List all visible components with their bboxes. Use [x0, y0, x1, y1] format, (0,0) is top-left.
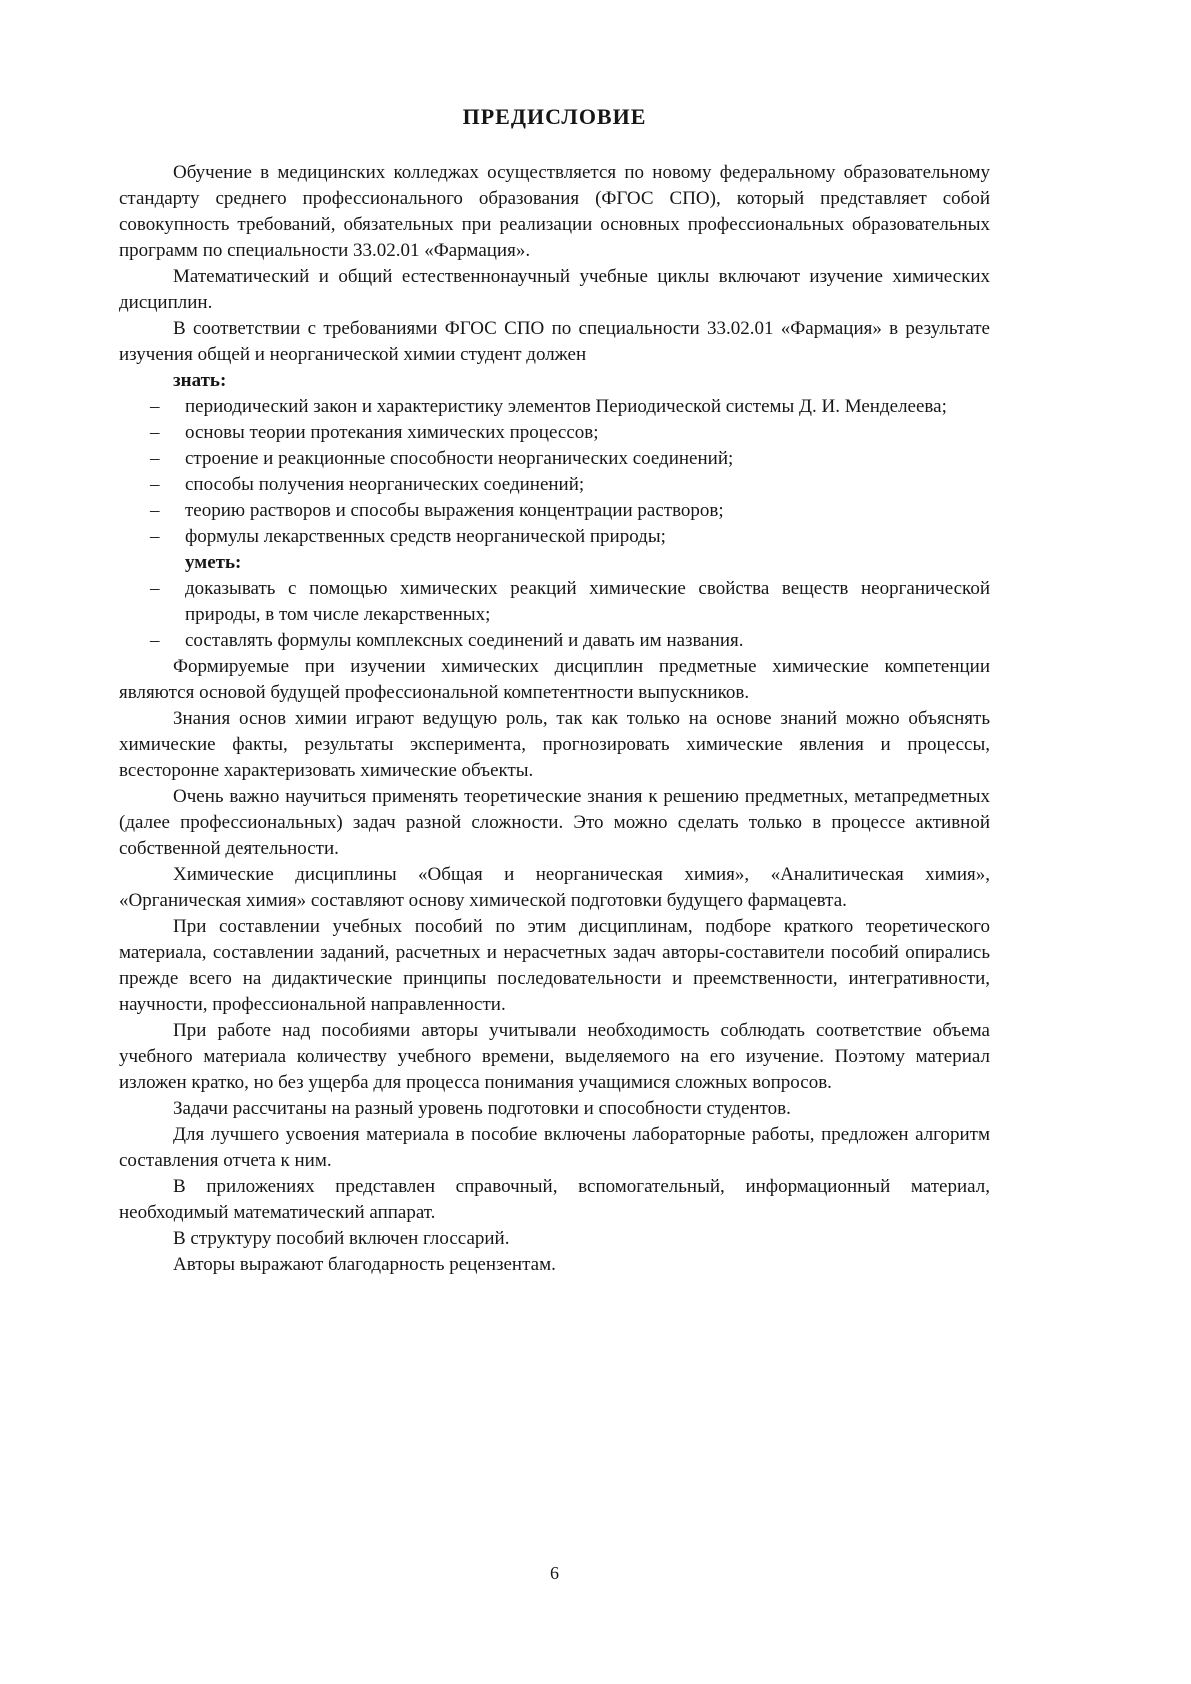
- body-paragraph: Очень важно научиться применять теоретические знания к решению предметных, метапредметных (далее профессиональных) задач разной сложности. Это можно сделать только в процессе активной собственной деятельности.: [119, 786, 990, 859]
- body-paragraph: В приложениях представлен справочный, вспомогательный, информационный материал, необходимый математический аппарат.: [119, 1176, 990, 1223]
- body-paragraph: Знания основ химии играют ведущую роль, так как только на основе знаний можно объяснять химические факты, результаты эксперимента, прогнозировать химические явления и процессы, всесторонне характеризовать химические объекты.: [119, 708, 990, 781]
- list-item-text: формулы лекарственных средств неорганической природы;: [185, 526, 666, 547]
- body-paragraph: Авторы выражают благодарность рецензентам.: [173, 1254, 556, 1275]
- dash-list-marker: –: [150, 474, 160, 495]
- list-item-text: строение и реакционные способности неорганических соединений;: [185, 448, 734, 469]
- list-item-text: периодический закон и характеристику элементов Периодической системы Д. И. Менделеева;: [185, 396, 947, 417]
- section-label-can: уметь:: [185, 552, 242, 573]
- dash-list-marker: –: [150, 526, 160, 547]
- dash-list-marker: –: [150, 578, 160, 599]
- dash-list-marker: –: [150, 422, 160, 443]
- list-item: [119, 420, 990, 446]
- page-title: ПРЕДИСЛОВИЕ: [462, 104, 647, 129]
- body-paragraph: При работе над пособиями авторы учитывали необходимость соблюдать соответствие объема учебного материала количеству учебного времени, выделяемого на его изучение. Поэтому материал изложен кратко, но без ущерба для процесса понимания учащимися сложных вопросов.: [119, 1020, 990, 1093]
- body-paragraph: Задачи рассчитаны на разный уровень подготовки и способности студентов.: [173, 1098, 791, 1119]
- intro-paragraph: Математический и общий естественнонаучный учебные циклы включают изучение химических дисциплин.: [119, 266, 990, 313]
- can-list: [119, 576, 990, 654]
- intro-paragraph: В соответствии с требованиями ФГОС СПО по специальности 33.02.01 «Фармация» в результате изучения общей и неорганической химии студент должен: [119, 318, 990, 365]
- list-item: [119, 524, 990, 550]
- list-item: [119, 576, 990, 628]
- dash-list-marker: –: [150, 448, 160, 469]
- know-list: [119, 394, 990, 550]
- list-item: [119, 498, 990, 524]
- list-item-text: способы получения неорганических соединений;: [185, 474, 585, 495]
- dash-list-marker: –: [150, 630, 160, 651]
- list-item: [119, 628, 990, 654]
- body-paragraph: Формируемые при изучении химических дисциплин предметные химические компетенции являются основой будущей профессиональной компетентности выпускников.: [119, 656, 990, 703]
- section-label-know: знать:: [173, 370, 227, 391]
- list-item: [119, 472, 990, 498]
- body-paragraph: В структуру пособий включен глоссарий.: [173, 1228, 510, 1249]
- body-paragraph: Химические дисциплины «Общая и неорганическая химия», «Аналитическая химия», «Органическая химия» составляют основу химической подготовки будущего фармацевта.: [119, 864, 990, 911]
- body-paragraph: Для лучшего усвоения материала в пособие включены лабораторные работы, предложен алгоритм составления отчета к ним.: [119, 1124, 990, 1171]
- intro-paragraph: Обучение в медицинских колледжах осуществляется по новому федеральному образовательному стандарту среднего профессионального образования (ФГОС СПО), который представляет собой совокупность требований, обязательных при реализации основных профессиональных образовательных программ по специальности 33.02.01 «Фармация».: [119, 162, 990, 261]
- list-item-text: доказывать с помощью химических реакций химические свойства веществ неорганической природы, в том числе лекарственных;: [185, 578, 990, 625]
- dash-list-marker: –: [150, 500, 160, 521]
- dash-list-marker: –: [150, 396, 160, 417]
- list-item-text: составлять формулы комплексных соединений и давать им названия.: [185, 630, 744, 651]
- list-item-text: теорию растворов и способы выражения концентрации растворов;: [185, 500, 724, 521]
- page-number: 6: [550, 1563, 559, 1583]
- list-item: [119, 394, 990, 420]
- list-item-text: основы теории протекания химических процессов;: [185, 422, 599, 443]
- body-paragraph: При составлении учебных пособий по этим дисциплинам, подборе краткого теоретического материала, составлении заданий, расчетных и нерасчетных задач авторы-составители пособий опирались прежде всего на дидактические принципы последовательности и преемственности, интегративности, научности, профессиональной направленности.: [119, 916, 990, 1015]
- list-item: [119, 446, 990, 472]
